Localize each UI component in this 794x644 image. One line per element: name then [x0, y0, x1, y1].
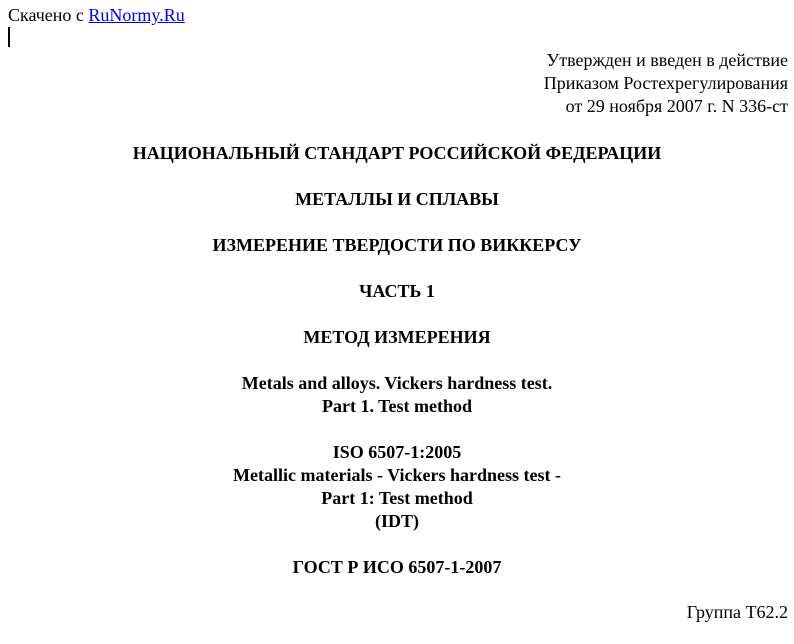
- iso-line: Metallic materials - Vickers hardness test -: [233, 465, 561, 485]
- national-standard-heading: НАЦИОНАЛЬНЫЙ СТАНДАРТ РОССИЙСКОЙ ФЕДЕРАЦИИ: [132, 143, 662, 163]
- approval-line: Приказом Ростехрегулирования: [543, 73, 788, 93]
- approval-line: от 29 ноября 2007 г. N 336-ст: [565, 96, 788, 116]
- iso-line: (IDT): [375, 511, 419, 531]
- english-title-line: Part 1. Test method: [322, 396, 472, 416]
- gost-code: ГОСТ Р ИСО 6507-1-2007: [292, 557, 502, 577]
- vickers-heading: ИЗМЕРЕНИЕ ТВЕРДОСТИ ПО ВИККЕРСУ: [212, 235, 582, 255]
- approval-block: [544, 49, 788, 118]
- download-notice: [8, 4, 185, 26]
- method-heading: МЕТОД ИЗМЕРЕНИЯ: [303, 327, 491, 347]
- english-title-line: Metals and alloys. Vickers hardness test.: [241, 373, 553, 393]
- part-heading: ЧАСТЬ 1: [359, 281, 435, 301]
- approval-line: Утвержден и введен в действие: [546, 50, 788, 70]
- download-notice-prefix: Скачено с: [8, 5, 89, 25]
- iso-line: Part 1: Test method: [321, 488, 473, 508]
- iso-line: ISO 6507-1:2005: [332, 442, 462, 462]
- text-cursor: [8, 27, 10, 47]
- iso-reference: [0, 441, 794, 533]
- runormy-link[interactable]: RuNormy.Ru: [88, 5, 185, 25]
- english-title: [0, 372, 794, 418]
- metals-heading: МЕТАЛЛЫ И СПЛАВЫ: [295, 189, 499, 209]
- group-code: Группа Т62.2: [686, 602, 788, 622]
